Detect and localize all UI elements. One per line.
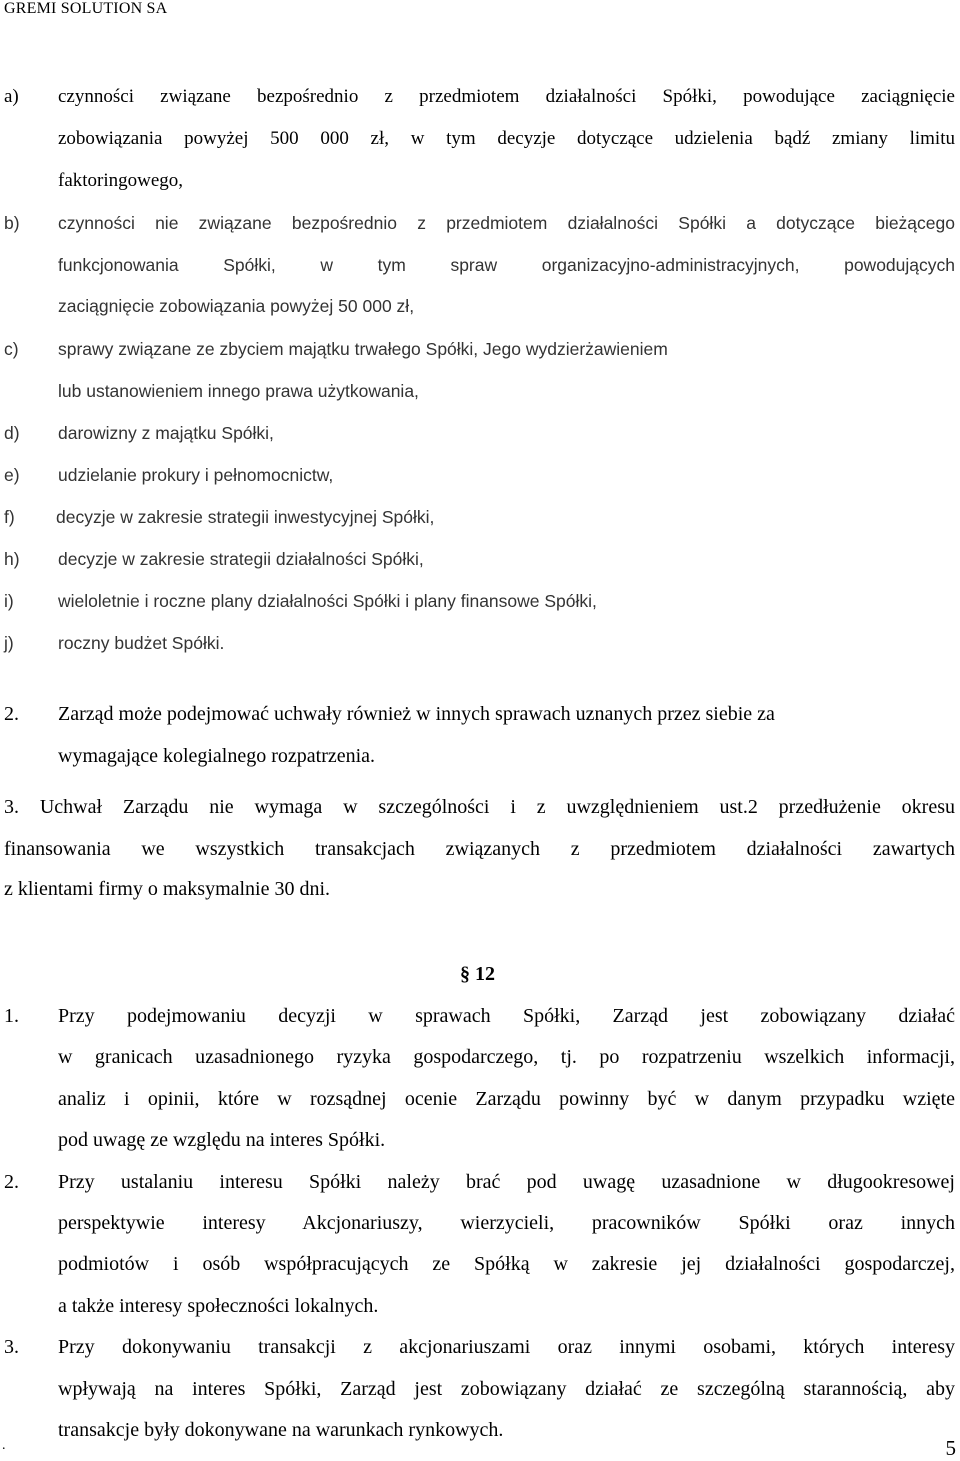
list-line: lub ustanowieniem innego prawa użytkowania, (58, 381, 419, 401)
list-item-e (0, 460, 960, 490)
list-item-h (0, 544, 960, 574)
point-line: Przy podejmowaniu decyzji w sprawach Spółki, Zarząd jest zobowiązany działać (58, 1005, 955, 1027)
list-label: f) (4, 507, 15, 527)
point-2 (0, 699, 960, 729)
list-item-a (0, 82, 960, 112)
list-item-b (0, 208, 960, 238)
list-item-c (0, 334, 960, 364)
list-line: decyzje w zakresie strategii działalności Spółki, (58, 549, 424, 569)
point-line: 3. Uchwał Zarządu nie wymaga w szczególności i z uwzględnieniem ust.2 przedłużenie okresu (4, 796, 955, 818)
point-line: perspektywie interesy Akcjonariuszy, wierzycieli, pracowników Spółki oraz innych (58, 1212, 955, 1234)
point-label: 1. (4, 1005, 19, 1027)
list-line: wieloletnie i roczne plany działalności Spółki i plany finansowe Spółki, (58, 591, 597, 611)
list-label: i) (4, 591, 14, 611)
point-line: Przy ustalaniu interesu Spółki należy brać pod uwagę uzasadnione w długookresowej (58, 1171, 955, 1193)
list-line: funkcjonowania Spółki, w tym spraw organizacyjno-administracyjnych, powodujących (58, 255, 955, 275)
footer-dot: . (2, 1438, 6, 1453)
list-line: faktoringowego, (58, 170, 184, 191)
list-label: e) (4, 465, 20, 485)
point-label: 2. (4, 703, 19, 725)
point-label: 2. (4, 1171, 19, 1193)
section-point-3 (0, 1332, 960, 1362)
point-line: analiz i opinii, które w rozsądnej ocenie Zarządu powinny być w danym przypadku wzięte (58, 1088, 955, 1110)
point-line: transakcje były dokonywane na warunkach rynkowych. (58, 1419, 504, 1441)
list-line: udzielanie prokury i pełnomocnictw, (58, 465, 334, 485)
section-point-1 (0, 1001, 960, 1031)
point-line: z klientami firmy o maksymalnie 30 dni. (4, 878, 331, 900)
list-item-f (0, 502, 960, 532)
point-line: wymagające kolegialnego rozpatrzenia. (58, 745, 376, 767)
list-line: sprawy związane ze zbyciem majątku trwałego Spółki, Jego wydzierżawieniem (58, 339, 668, 359)
list-line: darowizny z majątku Spółki, (58, 423, 274, 443)
list-line: roczny budżet Spółki. (58, 633, 225, 653)
list-item-i (0, 586, 960, 616)
list-line: zobowiązania powyżej 500 000 zł, w tym decyzje dotyczące udzielenia bądź zmiany limitu (58, 128, 955, 149)
point-label: 3. (4, 1336, 19, 1358)
list-line: czynności związane bezpośrednio z przedmiotem działalności Spółki, powodujące zaciągnięcie (58, 86, 955, 107)
section-point-2 (0, 1167, 960, 1197)
list-label: d) (4, 423, 20, 443)
list-item-j (0, 628, 960, 658)
list-label: c) (4, 339, 19, 359)
page-number: 5 (945, 1436, 956, 1460)
list-item-d (0, 418, 960, 448)
point-line: Zarząd może podejmować uchwały również w innych sprawach uznanych przez siebie za (58, 703, 775, 725)
list-label: b) (4, 213, 20, 233)
point-line: wpływają na interes Spółki, Zarząd jest zobowiązany działać ze szczególną starannością, aby (58, 1378, 955, 1400)
company-header: GREMI SOLUTION SA (4, 0, 168, 17)
list-line: czynności nie związane bezpośrednio z przedmiotem działalności Spółki a dotyczące bieżącego (58, 213, 955, 233)
section-heading: § 12 (460, 963, 495, 985)
point-line: Przy dokonywaniu transakcji z akcjonariuszami oraz innymi osobami, których interesy (58, 1336, 955, 1358)
point-line: w granicach uzasadnionego ryzyka gospodarczego, tj. po rozpatrzeniu wszelkich informacji, (58, 1046, 955, 1068)
list-label: a) (4, 86, 19, 107)
list-line: zaciągnięcie zobowiązania powyżej 50 000 zł, (58, 296, 415, 316)
point-line: finansowania we wszystkich transakcjach związanych z przedmiotem działalności zawartych (4, 838, 955, 860)
list-label: j) (4, 633, 14, 653)
point-3 (0, 792, 960, 822)
point-line: a także interesy społeczności lokalnych. (58, 1295, 379, 1317)
list-label: h) (4, 549, 20, 569)
point-line: pod uwagę ze względu na interes Spółki. (58, 1129, 386, 1151)
point-line: podmiotów i osób współpracujących ze Spółką w zakresie jej działalności gospodarczej, (58, 1253, 955, 1275)
list-line: decyzje w zakresie strategii inwestycyjnej Spółki, (56, 507, 435, 527)
